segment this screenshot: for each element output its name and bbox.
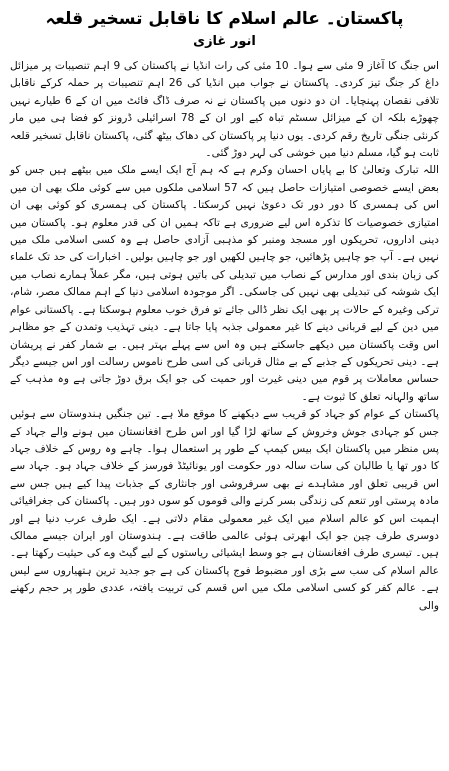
article-body <box>10 58 439 615</box>
article-paragraph-1: اس جنگ کا آغاز 9 مئی سے ہوا۔ 10 مئی کی رات انڈیا نے پاکستان کی 9 اہم تنصیبات پر میزائل داغ کر جنگ تیز کردی۔ پاکستان نے جواب میں انڈیا کی 26 اہم تنصیبات پر حملہ کرکے ناقابل تلافی نقصان پہنچایا۔ ان دو دنوں میں پاکستان نے نہ صرف ڈاگ فائٹ میں ان کے 6 طیارے نہیں چھوڑے بلکہ ان کے میزائل سسٹم تباہ کیے اور ان کے 78 اسرائیلی ڈرونز کو فضا ہی میں مار کرنئی جنگی تاریخ رقم کردی۔ یوں دنیا پر پاکستان کی دھاک بیٹھ گئی، پاکستان ناقابل تسخیر قلعہ ثابت ہو گیا، مسلم دنیا میں خوشی کی لہر دوڑ گئی۔ <box>10 60 440 160</box>
article-title: پاکستان۔ عالم اسلام کا ناقابل تسخیر قلعہ <box>45 9 404 29</box>
article-paragraph-3: پاکستان کے عوام کو جہاد کو قریب سے دیکھنے کا موقع ملا ہے۔ تین جنگیں ہندوستان سے ہوئیں جس کو جہادی جوش وخروش کے ساتھ لڑا گیا اور اس طرح افغانستان میں ہونے والے جہاد کے پس منظر میں پاکستان ایک بیس کیمپ کے طور پر استعمال ہوا۔ چاہے وہ روس کے خلاف جہاد کا دور تھا یا طالبان کی سات سالہ دور حکومت اور یونائیٹڈ فورسز کے خلاف جہاد ہو۔ جہاد سے اس قریبی تعلق اور مشاہدے نے بھی سرفروشی اور جانثاری کے جذبات پیدا کیے ہیں جس سے مادہ پرستی اور تنعم کی زندگی بسر کرنے والی قوموں کو سوں دور ہیں۔ پاکستان کی جغرافیائی اہمیت اس کو عالم اسلام میں ایک غیر معمولی مقام دلاتی ہے۔ ایک طرف عرب دنیا ہے اور دوسری طرف چین جو ایک ابھرتی ہوئی عالمی طاقت ہے۔ ہندوستان اور ایران جیسے ممالک ہیں۔ تیسری طرف افغانستان ہے جو وسط ایشیائی ریاستوں کے لیے گیٹ وے کی حیثیت رکھتا ہے۔ عالم اسلام کی سب سے بڑی اور مضبوط فوج پاکستان کی ہے جو جدید ترین ہتھیاروں سے لیس ہے۔ عالم کفر کو کسی اسلامی ملک میں اس قسم کی تربیت یافتہ، عددی طور پر حجم رکھنے والی <box>10 408 439 612</box>
article-author: انور غازی <box>193 34 256 49</box>
article-paragraph-2: اللہ تبارک وتعالیٰ کا بے پایاں احسان وکرم ہے کہ ہم آج ایک ایسے ملک میں بیٹھے ہیں جس کو بعض ایسے خصوصی امتیازات حاصل ہیں کہ 57 اسلامی ملکوں میں سے کوئی ملک بھی ان میں اس کی ہمسری کا دور دور تک دعویٰ نہیں کرسکتا۔ پاکستان کی ہمسری کو کوئی بھی ان امتیازی خصوصیات کا تذکرہ اس لیے ضروری ہے تاکہ ہمیں ان کی قدر معلوم ہو۔ پاکستان میں دینی اداروں، تحریکوں اور مسجد ومنبر کو مذہبی آزادی حاصل ہے وہ کسی اسلامی ملک میں نہیں ہے۔ آپ جو چاہیں پڑھائیں، جو چاہیں لکھیں اور جو چاہیں بولیں۔ اخبارات کی حد تک علماء کی زبان بندی اور مدارس کے نصاب میں تبدیلی کی باتیں ہوتی ہیں، مگر عملاً ہمارے نصاب میں ایک شوشہ کی تبدیلی بھی نہیں کی جاسکی۔ اگر موجودہ اسلامی دنیا کے اہم ممالک مصر، شام، ترکی وغیرہ کے حالات پر بھی ایک نظر ڈالی جائے تو فرق خوب معلوم ہوسکتا ہے۔ پاکستانی عوام میں دین کے لیے قربانی دینے کا غیر معمولی جذبہ پایا جاتا ہے۔ دینی تہذیب وتمدن کے جو مظاہر اس وقت پاکستان میں دیکھے جاسکتے ہیں وہ اس سے پہلے بہتر ہیں۔ بے شمار کفر نے پریشان ہے۔ دینی تحریکوں کے جذبے کے بے مثال قربانی کی اسی طرح ناموس رسالت اور اس جیسے دیگر حساس معاملات پر قوم میں دینی غیرت اور حمیت کی جو ایک برق دوڑ جاتی ہے وہ مذہب کے ساتھ والہانہ تعلق کا ثبوت ہے۔ <box>10 164 439 403</box>
